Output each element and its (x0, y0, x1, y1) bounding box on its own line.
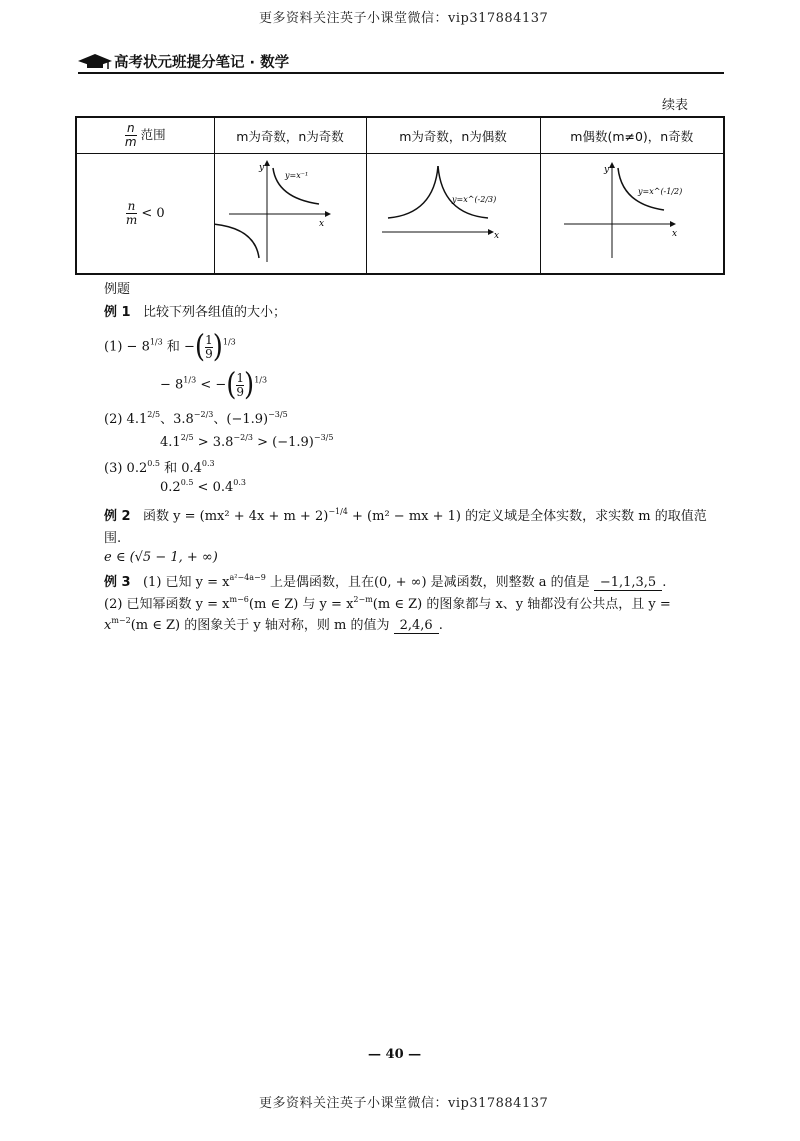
graph-x-inverse (215, 154, 365, 269)
table-header-even-odd: m偶数(m≠0)，n奇数 (540, 117, 724, 154)
answer-blank-2: 2,4,6 (394, 618, 439, 634)
row-fraction: $\frac{n}{m}$ (125, 199, 138, 227)
svg-text:y=x^(-1/2): y=x^(-1/2) (637, 187, 683, 196)
example-3-part-2-cont: $x^{m-2}(m$ ∈ Z) 的图象关于 y 轴对称，则 m 的值为 2,4,6 . (104, 616, 443, 633)
page-header (78, 50, 718, 72)
table-header-row (76, 117, 724, 154)
svg-text:y: y (603, 165, 609, 175)
example-1-answer-2: $4.1^{2/5} > 3.8^{-2/3} > (-1.9)^{-3/5}$ (160, 433, 334, 450)
header-rule (78, 72, 724, 74)
example-1-answer-3: $0.2^{0.5} < 0.4^{0.3}$ (160, 478, 246, 495)
svg-text:x: x (671, 229, 677, 239)
watermark-top: 更多资料关注英子小课堂微信：vip317884137 (259, 11, 549, 26)
header-title: 高考状元班提分笔记 · 数学 (114, 55, 290, 71)
svg-text:x: x (319, 219, 325, 229)
graph-cell-2 (366, 154, 540, 275)
graph-x-neg-two-thirds (368, 154, 538, 269)
watermark-bottom: 更多资料关注英子小课堂微信：vip317884137 (259, 1096, 549, 1111)
table-header-range: $\frac{n}{m}$ 范围 (76, 117, 214, 154)
example-2-answer: e ∈ (√5 − 1, + ∞) (104, 550, 218, 565)
example-3-part-2: (2) 已知幂函数 $y = x^{m-6}(m$ ∈ Z) 与 $y = x^{2-m}(m$ ∈ Z) 的图象都与 x、y 轴都没有公共点，且 y = (104, 595, 671, 612)
examples-heading: 例题 (104, 282, 131, 297)
graduation-cap-icon (78, 52, 112, 70)
graph-x-neg-half (542, 154, 722, 269)
example-3-part-1: 例 3 (1) 已知 $y = x^{a^2-4a-9}$ 上是偶函数，且在(0, + ∞) 是减函数，则整数 a 的值是 −1,1,3,5 . (104, 573, 667, 590)
table-header-odd-even: m为奇数，n为偶数 (366, 117, 540, 154)
example-2-cont: 围. (104, 531, 122, 546)
svg-text:x: x (494, 231, 500, 241)
svg-text:y: y (259, 163, 265, 173)
svg-text:y=x^(-2/3): y=x^(-2/3) (452, 195, 497, 204)
graph-cell-3 (540, 154, 724, 275)
answer-blank-1: −1,1,3,5 (594, 575, 662, 591)
header-fraction: $\frac{n}{m}$ (124, 121, 137, 149)
example-1-part-1: $(1) - 8^{1/3}$ 和 −( $\frac{1}{9}$ )$^{1/3}$ (104, 329, 236, 365)
example-1-part-2: (2) $4.1^{2/5}$、$3.8^{-2/3}$、$(-1.9)^{-3/5}$ (104, 410, 288, 427)
example-1-part-3: (3) $0.2^{0.5}$ 和 $0.4^{0.3}$ (104, 459, 215, 476)
example-1-answer-1: − $8^{1/3}$ < −( $\frac{1}{9}$ )$^{1/3}$ (160, 367, 268, 403)
graph-cell-1 (214, 154, 366, 275)
continued-label: 续表 (662, 98, 689, 113)
table-header-odd-odd: m为奇数，n为奇数 (214, 117, 366, 154)
example-2: 例 2 函数 $y = (mx^2 + 4x + m + 2)^{-1/4} + (m^2$ − mx + 1) 的定义域是全体实数，求实数 m 的取值范 (104, 507, 707, 524)
example-1: 例 1 比较下列各组值的大小； (104, 305, 286, 320)
power-function-table (75, 116, 725, 275)
row-label: $\frac{n}{m}$ < 0 (76, 154, 214, 275)
page-number: — 40 — (368, 1047, 422, 1062)
svg-text:y=x⁻¹: y=x⁻¹ (285, 171, 309, 180)
table-row (76, 154, 724, 275)
